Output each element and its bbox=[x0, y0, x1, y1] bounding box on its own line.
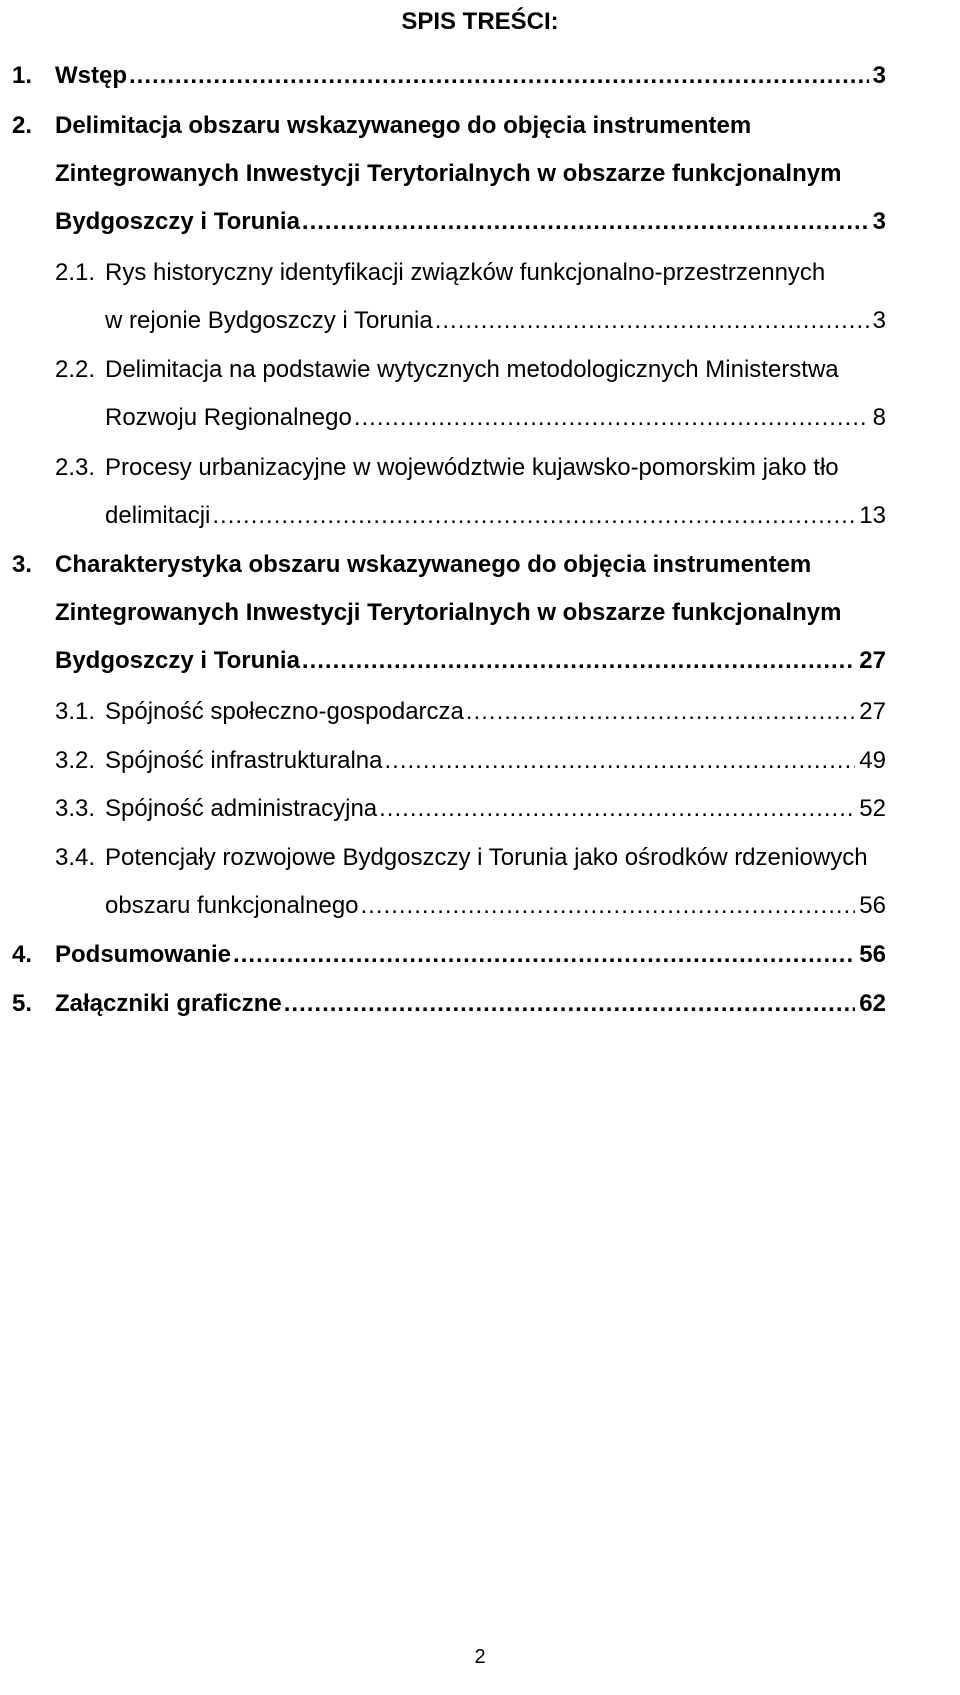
toc-entry-number: 4. bbox=[12, 941, 33, 968]
toc-entry-page: 13 bbox=[859, 502, 886, 529]
toc-entry-title: Załączniki graficzne bbox=[55, 990, 282, 1017]
dot-leader bbox=[435, 303, 869, 339]
toc-entry-number: 2.1. bbox=[55, 259, 96, 286]
toc-entry-number: 1. bbox=[12, 62, 33, 89]
toc-entry-title-line: Procesy urbanizacyjne w województwie kujawsko-pomorskim jako tło bbox=[105, 454, 839, 481]
toc-entry-title-line: Zintegrowanych Inwestycji Terytorialnych w obszarze funkcjonalnym bbox=[55, 599, 842, 626]
toc-entry-number: 2. bbox=[12, 112, 33, 139]
toc-entry-title: Spójność administracyjna bbox=[105, 795, 378, 822]
toc-entry-title: w rejonie Bydgoszczy i Torunia bbox=[105, 307, 433, 334]
toc-entry-page: 56 bbox=[859, 892, 886, 919]
dot-leader bbox=[284, 986, 856, 1022]
toc-entry-title: Podsumowanie bbox=[55, 941, 232, 968]
dot-leader bbox=[354, 400, 869, 436]
dot-leader bbox=[129, 58, 869, 94]
dot-leader bbox=[302, 643, 855, 679]
toc-entry[interactable] bbox=[55, 694, 886, 742]
toc-entry-number: 2.2. bbox=[55, 356, 96, 383]
toc-entry[interactable] bbox=[12, 547, 886, 691]
toc-entry-number: 5. bbox=[12, 990, 33, 1017]
toc-entry-number: 3.3. bbox=[55, 795, 96, 822]
toc-entry-number: 3.1. bbox=[55, 698, 96, 725]
toc-entry[interactable] bbox=[55, 352, 886, 448]
toc-entry[interactable] bbox=[55, 255, 886, 351]
dot-leader bbox=[361, 888, 856, 924]
toc-entry-page: 52 bbox=[859, 795, 886, 822]
dot-leader bbox=[302, 204, 869, 240]
toc-entry-title-line: Potencjały rozwojowe Bydgoszczy i Torunia jako ośrodków rdzeniowych bbox=[105, 844, 868, 871]
toc-entry-page: 49 bbox=[859, 747, 886, 774]
toc-entry[interactable] bbox=[55, 743, 886, 791]
toc-entry-page: 62 bbox=[859, 990, 886, 1017]
toc-entry-number: 3. bbox=[12, 551, 33, 578]
toc-entry-page: 3 bbox=[872, 62, 886, 89]
toc-entry-page: 27 bbox=[859, 647, 886, 674]
toc-entry-number: 3.2. bbox=[55, 747, 96, 774]
toc-entry-title: Spójność infrastrukturalna bbox=[105, 747, 383, 774]
page-title: SPIS TREŚCI: bbox=[401, 8, 559, 35]
toc-entry-title-line: Rys historyczny identyfikacji związków funkcjonalno-przestrzennych bbox=[105, 259, 826, 286]
toc-entry-title-line: Delimitacja na podstawie wytycznych metodologicznych Ministerstwa bbox=[105, 356, 839, 383]
page-number: 2 bbox=[474, 1646, 486, 1668]
toc-entry-title-line: Delimitacja obszaru wskazywanego do objęcia instrumentem bbox=[55, 112, 752, 139]
toc-entry-title: Spójność społeczno-gospodarcza bbox=[105, 698, 464, 725]
toc-entry-page: 3 bbox=[872, 208, 886, 235]
dot-leader bbox=[212, 498, 855, 534]
toc-entry[interactable] bbox=[12, 986, 886, 1034]
toc-entry-number: 2.3. bbox=[55, 454, 96, 481]
dot-leader bbox=[466, 694, 855, 730]
toc-entry[interactable] bbox=[12, 108, 886, 252]
dot-leader bbox=[233, 937, 855, 973]
dot-leader bbox=[384, 743, 855, 779]
toc-entry[interactable] bbox=[55, 791, 886, 839]
toc-entry-title: Rozwoju Regionalnego bbox=[105, 404, 352, 431]
toc-entry-page: 3 bbox=[872, 307, 886, 334]
dot-leader bbox=[379, 791, 855, 827]
toc-entry-title: obszaru funkcjonalnego bbox=[105, 892, 359, 919]
toc-entry[interactable] bbox=[55, 840, 886, 936]
toc-entry[interactable] bbox=[55, 450, 886, 546]
toc-entry-page: 8 bbox=[872, 404, 886, 431]
toc-entry-number: 3.4. bbox=[55, 844, 96, 871]
toc-entry-title: Wstęp bbox=[55, 62, 127, 89]
toc-entry-title-line: Charakterystyka obszaru wskazywanego do objęcia instrumentem bbox=[55, 551, 812, 578]
toc-entry-title-line: Zintegrowanych Inwestycji Terytorialnych w obszarze funkcjonalnym bbox=[55, 160, 842, 187]
toc-entry-page: 56 bbox=[859, 941, 886, 968]
toc-entry-title: Bydgoszczy i Torunia bbox=[55, 208, 300, 235]
toc-entry[interactable] bbox=[12, 58, 886, 106]
toc-entry-page: 27 bbox=[859, 698, 886, 725]
toc-entry-title: Bydgoszczy i Torunia bbox=[55, 647, 300, 674]
toc-entry[interactable] bbox=[12, 937, 886, 985]
toc-entry-title: delimitacji bbox=[105, 502, 211, 529]
